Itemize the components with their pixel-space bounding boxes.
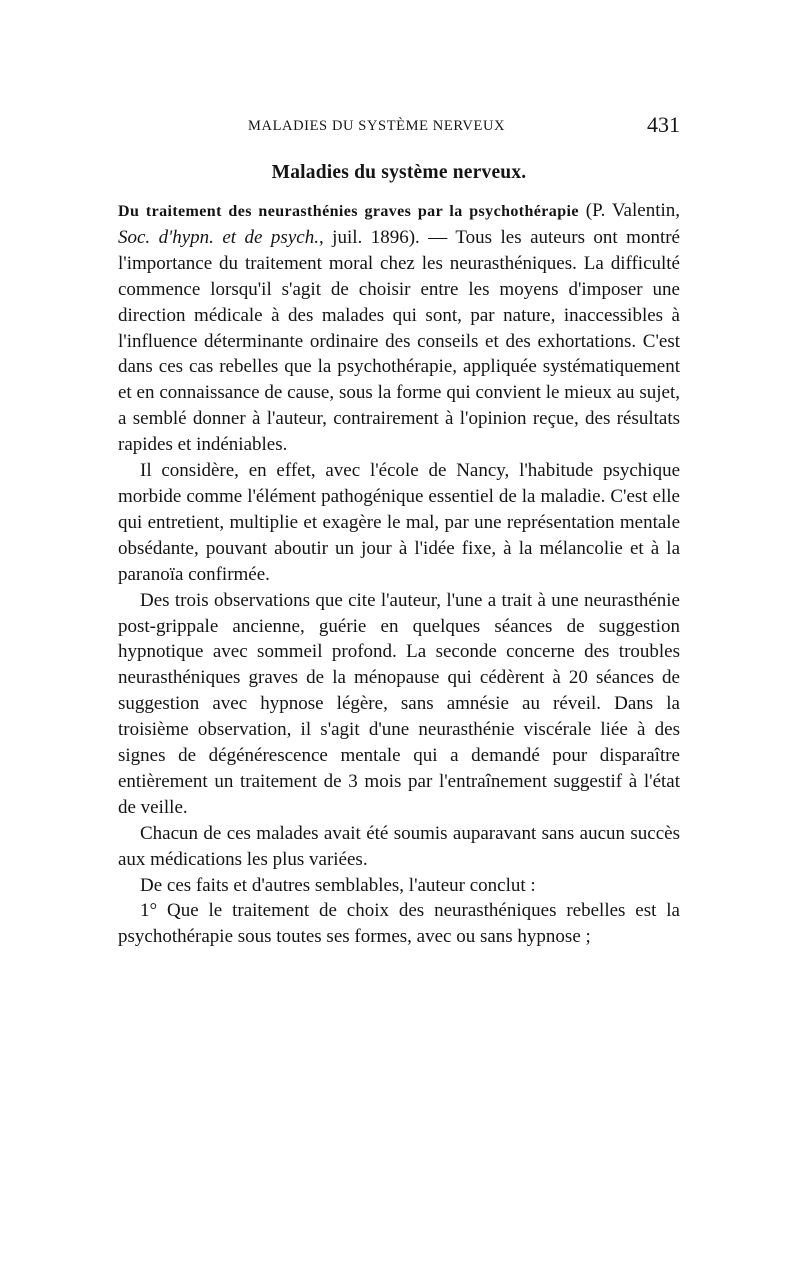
citation-source: Soc. d'hypn. et de psych. <box>118 226 319 248</box>
body-paragraph: Il considère, en effet, avec l'école de Nancy, l'habitude psychique morbide comme l'élément pathogénique essentiel de la maladie. C'est elle qui entretient, multiplie et exagère le mal, par une représentation mentale obsédante, pouvant aboutir un jour à l'idée fixe, à la mélancolie et à la paranoïa confirmée. <box>118 460 680 585</box>
citation-close: , juil. 1896). — <box>318 226 456 248</box>
running-title: MALADIES DU SYSTÈME NERVEUX <box>248 118 506 134</box>
article-title: Du traitement des neurasthénies graves par la psychothérapie <box>118 203 579 220</box>
intro-text: Tous les auteurs ont montré l'importance du traitement moral chez les neurasthéniques. La difficulté commence lorsqu'il s'agit de choisir entre les moyens d'imposer une direction médicale à des malades qui sont, par nature, inaccessibles à l'influence déterminante ordinaire des conseils et des exhortations. C'est dans ces cas rebelles que la psychothérapie, appliquée systématiquement et en connaissance de cause, sous la forme qui convient le mieux au sujet, a semblé donner à l'auteur, contrairement à l'opinion reçue, des résultats rapides et indéniables. <box>118 226 680 456</box>
body-paragraph: 1° Que le traitement de choix des neurasthéniques rebelles est la psychothérapie sous toutes ses formes, avec ou sans hypnose ; <box>118 900 680 948</box>
body-paragraph: Chacun de ces malades avait été soumis auparavant sans aucun succès aux médications les plus variées. <box>118 822 680 870</box>
section-title: Maladies du système nerveux. <box>271 162 527 183</box>
page-number: 431 <box>647 112 680 137</box>
body-paragraph: De ces faits et d'autres semblables, l'auteur conclut : <box>140 874 536 896</box>
citation-open: (P. Valentin, <box>578 200 681 221</box>
document-page <box>118 112 680 950</box>
article-intro-paragraph <box>118 198 680 458</box>
body-paragraph: Des trois observations que cite l'auteur, l'une a trait à une neurasthénie post-grippale ancienne, guérie en quelques séances de suggestion hypnotique avec sommeil profond. La seconde concerne des troubles neurasthéniques graves de la ménopause qui cédèrent à 20 séances de suggestion avec hypnose légère, sans amnésie au réveil. Dans la troisième observation, il s'agit d'une neurasthénie viscérale liée à des signes de dégénérescence mentale qui a demandé pour disparaître entièrement un traitement de 3 mois par l'entraînement suggestif à l'état de veille. <box>118 589 680 818</box>
running-head <box>118 112 680 142</box>
